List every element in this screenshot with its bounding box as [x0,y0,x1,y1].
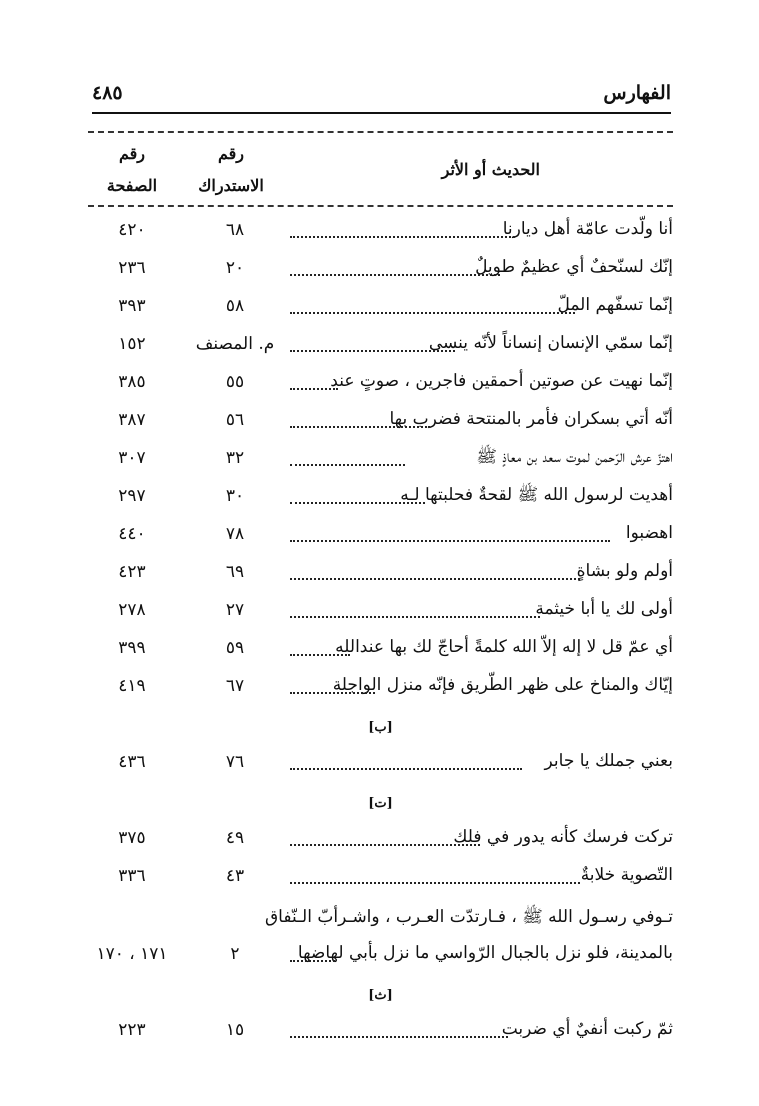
page-ref: ٣٩٩ [118,638,146,658]
leader-dots [290,692,375,694]
page-ref: ٤١٩ [118,676,146,696]
hadith-text: التّصوية خلابةٌ [580,865,673,885]
index-row [88,638,673,676]
ref-number: ٢٧ [225,600,245,620]
column-header-ref-line1: رقم [217,144,245,163]
page-ref: ٢٩٧ [118,486,146,506]
table-top-rule [88,131,673,133]
page-number: ٤٨٥ [92,82,123,104]
ref-number: ٦٧ [225,676,245,696]
column-header-page-line1: رقم [118,144,146,163]
index-row [88,372,673,410]
index-row [88,676,673,714]
running-title: الفهارس [603,82,671,104]
leader-dots [290,350,455,352]
hadith-text: إنّما نهيت عن صوتين أحمقين فاجرين ، صوتٍ عند [330,371,673,391]
hadith-text: ثمّ ركبت أنفيٌ أي ضربت [501,1019,673,1039]
ref-number: ٣٠ [225,486,245,506]
page-ref: ٤٤٠ [118,524,146,544]
index-row [88,296,673,334]
leader-dots [290,1036,508,1038]
hadith-text: اهتزّ عرش الرّحمن لموت سعد بن معاذٍ ﷺ [476,447,673,467]
index-row [88,448,673,486]
leader-dots [290,654,350,656]
section-heading-ba: [ب] [368,720,393,735]
ref-number: ٥٨ [225,296,245,316]
page-ref: ٤٢٣ [118,562,146,582]
page-ref: ٢٢٣ [118,1020,146,1040]
hadith-text: أهديت لرسول الله ﷺ لقحةٌ فحلبتها لـه [400,485,673,505]
page-ref: ٣٣٦ [118,866,146,886]
ref-number: ٣٢ [225,448,245,468]
page-ref: ٣٨٧ [118,410,146,430]
hadith-text: إنّما سمّي الإنسان إنساناً لأنّه ينسى [428,333,673,353]
ref-number: ٤٣ [225,866,245,886]
leader-dots [290,426,430,428]
hadith-text: أنّه أتي بسكران فأمر بالمنتحة فضرب بها [389,409,673,429]
page-ref: ٢٧٨ [118,600,146,620]
index-row [88,258,673,296]
leader-dots [290,844,480,846]
hadith-text: اهضبوا [625,523,673,543]
leader-dots [290,274,500,276]
section-heading-ta: [ت] [368,796,393,811]
index-row [88,410,673,448]
hadith-text: أولم ولو بشاةٍ [576,561,673,581]
index-row [88,752,673,790]
leader-dots [290,464,405,466]
page-ref: ٣٠٧ [118,448,146,468]
ref-number: ٦٩ [225,562,245,582]
leader-dots [290,882,580,884]
hadith-text: أي عمّ قل لا إله إلاّ الله كلمةً أحاجّ لك بها عندالله [335,637,673,657]
page-ref: ٤٣٦ [118,752,146,772]
page-ref: ١٥٢ [118,334,146,354]
section-heading-tha: [ث] [368,988,393,1003]
column-header-page-line2: الصفحة [106,176,158,195]
index-row [88,600,673,638]
hadith-text: إنّك لسنّحفٌ أي عظيمٌ طويلٌ [475,257,673,277]
page-ref: ٣٨٥ [118,372,146,392]
running-head [92,78,671,114]
hadith-text: أنا ولّدت عامّة أهل ديارنا [502,219,673,239]
page-ref: ٣٧٥ [118,828,146,848]
leader-dots [290,236,515,238]
hadith-text: بعني جملك يا جابر [544,751,673,771]
index-row [88,334,673,372]
ref-number: ٤٩ [225,828,245,848]
index-row [88,828,673,866]
table-header-rule [88,205,673,207]
ref-number: ٢٠ [225,258,245,278]
page-ref: ٢٣٦ [118,258,146,278]
index-row [88,220,673,258]
index-row [88,486,673,524]
column-header-ref-line2: الاستدراك [198,176,264,195]
index-row [88,524,673,562]
leader-dots [290,768,522,770]
page-ref: ٣٩٣ [118,296,146,316]
leader-dots [290,312,575,314]
index-row [88,1020,673,1058]
ref-number: م. المصنف [195,334,275,354]
leader-dots [290,960,335,962]
hadith-text-line2: بالمدينة، فلو نزل بالجبال الرّواسي ما نزل بأبي لهاضها [297,943,673,963]
ref-number: ١٥ [225,1020,245,1040]
leader-dots [290,578,580,580]
ref-number: ٥٩ [225,638,245,658]
hadith-text: أولى لك يا أبا خيثمة [535,599,673,619]
index-row [88,866,673,904]
ref-number: ٧٨ [225,524,245,544]
ref-number: ٦٨ [225,220,245,240]
hadith-text: إنّما تسفّهم الملّ [557,295,673,315]
ref-number: ٢ [230,944,240,964]
hadith-text: إيّاك والمناخ على ظهر الطّريق فإنّه منزل الواجلة [332,675,673,695]
ref-number: ٧٦ [225,752,245,772]
index-row [88,562,673,600]
ref-number: ٥٥ [225,372,245,392]
ref-number: ٥٦ [225,410,245,430]
hadith-text-line1: تـوفي رسـول الله ﷺ ، فـارتدّت العـرب ، واشـرأبّ الـنّفاق [264,907,673,927]
column-header-hadith: الحديث أو الأثر [441,160,540,179]
leader-dots [290,502,425,504]
leader-dots [290,616,540,618]
leader-dots [290,540,610,542]
index-row [88,944,673,982]
hadith-text: تركت فرسك كأنه يدور في فلك [453,827,673,847]
leader-dots [290,388,338,390]
page-ref: ٤٢٠ [118,220,146,240]
page-ref: ١٧١ ، ١٧٠ [96,944,168,964]
